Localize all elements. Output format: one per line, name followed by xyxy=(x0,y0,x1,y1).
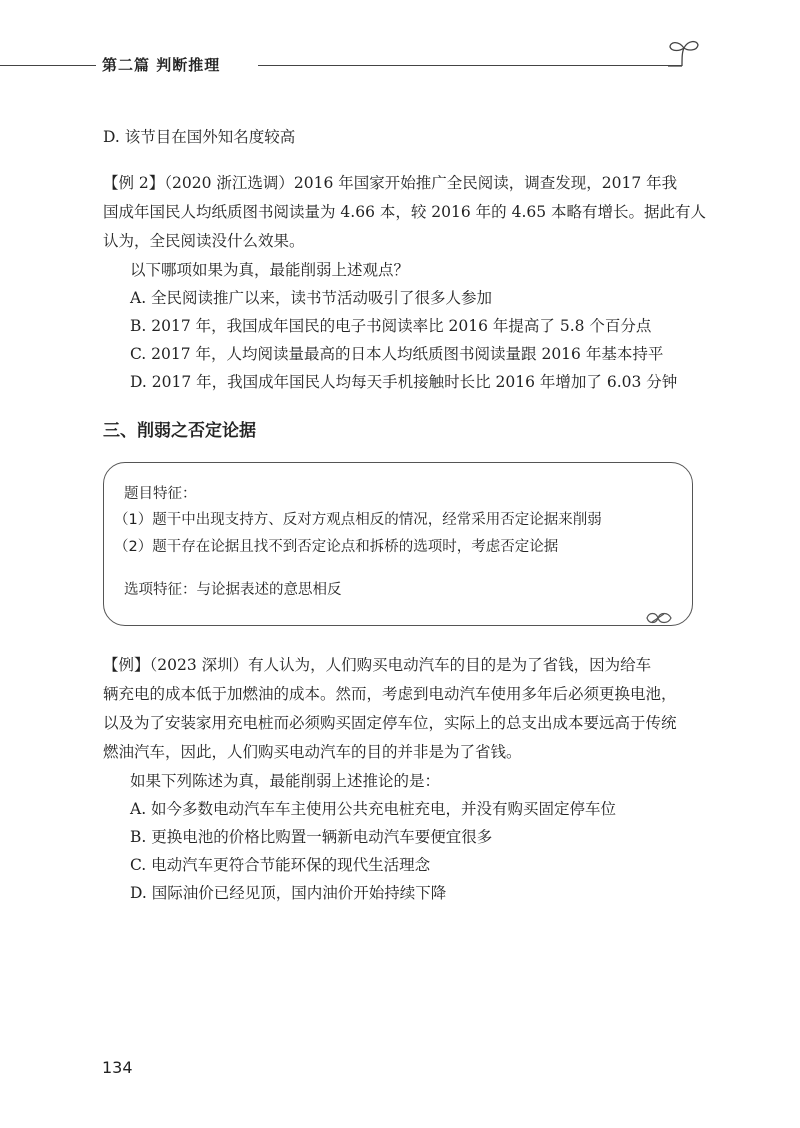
header-rule-right xyxy=(258,65,682,66)
option-feature: 选项特征：与论据表述的意思相反 xyxy=(124,582,342,598)
example3-stem-line2: 辆充电的成本低于加燃油的成本。然而，考虑到电动汽车使用多年后必须更换电池， xyxy=(103,685,677,703)
prev-option-d: D. 该节目在国外知名度较高 xyxy=(103,128,296,146)
example2-stem-line1: 【例 2】（2020 浙江选调）2016 年国家开始推广全民阅读，调查发现，2017 年我 xyxy=(103,174,678,192)
example2-option-d: D. 2017 年，我国成年国民人均每天手机接触时长比 2016 年增加了 6.03 分钟 xyxy=(130,373,678,391)
example2-stem-line2: 国成年国民人均纸质图书阅读量为 4.66 本，较 2016 年的 4.65 本略有增长。据此有人 xyxy=(103,203,707,221)
stem-feature-heading: 题目特征： xyxy=(124,486,197,502)
example3-option-a: A. 如今多数电动汽车车主使用公共充电桩充电，并没有购买固定停车位 xyxy=(130,800,617,818)
example3-option-b: B. 更换电池的价格比购置一辆新电动汽车要便宜很多 xyxy=(130,828,493,846)
stem-feature-point-2: （2）题干存在论据且找不到否定论点和拆桥的选项时，考虑否定论据 xyxy=(114,539,559,555)
stem-feature-point-1: （1）题干中出现支持方、反对方观点相反的情况，经常采用否定论据来削弱 xyxy=(114,512,602,528)
sprout-icon xyxy=(664,36,704,70)
section-title: 三、削弱之否定论据 xyxy=(103,421,256,441)
example2-option-c: C. 2017 年，人均阅读量最高的日本人均纸质图书阅读量跟 2016 年基本持平 xyxy=(130,345,664,363)
example3-stem-line4: 燃油汽车，因此，人们购买电动汽车的目的并非是为了省钱。 xyxy=(103,743,522,761)
example3-option-c: C. 电动汽车更符合节能环保的现代生活理念 xyxy=(130,856,431,874)
example3-option-d: D. 国际油价已经见顶，国内油价开始持续下降 xyxy=(130,884,447,902)
leaf-decoration-icon xyxy=(644,610,674,626)
example2-stem-line3: 认为，全民阅读没什么效果。 xyxy=(103,232,305,250)
header-rule-left xyxy=(0,65,96,66)
page-number: 134 xyxy=(102,1058,133,1077)
example3-stem-line3: 以及为了安装家用充电桩而必须购买固定停车位，实际上的总支出成本要远高于传统 xyxy=(103,714,677,732)
example2-question: 以下哪项如果为真，最能削弱上述观点？ xyxy=(130,261,410,279)
example3-stem-line1: 【例】（2023 深圳）有人认为，人们购买电动汽车的目的是为了省钱，因为给车 xyxy=(103,656,652,674)
example2-option-b: B. 2017 年，我国成年国民的电子书阅读率比 2016 年提高了 5.8 个百分点 xyxy=(130,317,652,335)
example3-question: 如果下列陈述为真，最能削弱上述推论的是： xyxy=(130,772,441,790)
example2-option-a: A. 全民阅读推广以来，读书节活动吸引了很多人参加 xyxy=(130,289,493,307)
page-header-title: 第二篇 判断推理 xyxy=(102,56,221,74)
